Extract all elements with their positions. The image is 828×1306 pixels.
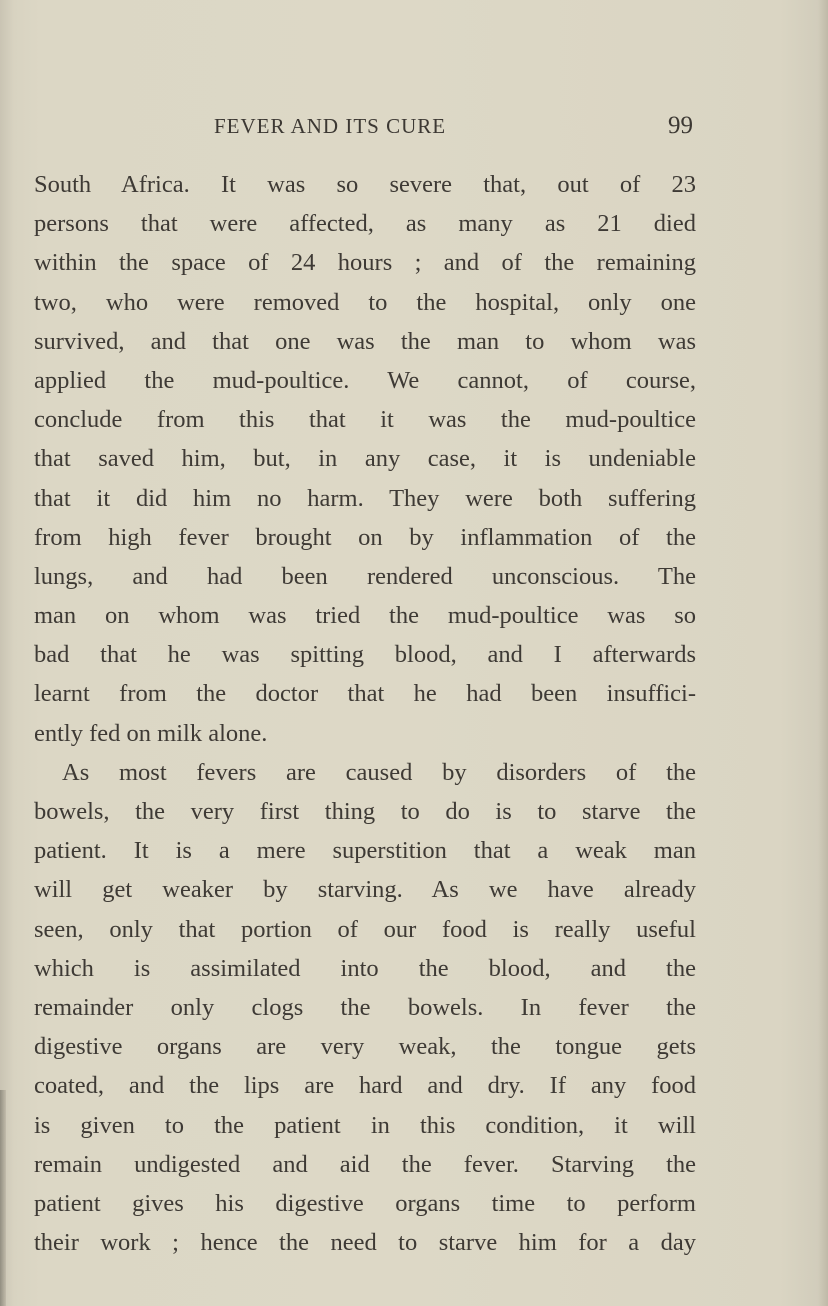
text-line: ently fed on milk alone. — [34, 719, 268, 747]
text-line: remainder only clogs the bowels. In fever the — [34, 993, 696, 1021]
page-edge-shadow — [818, 0, 828, 1306]
text-line: man on whom was tried the mud-poultice was so — [34, 602, 696, 630]
paragraph-2 — [34, 753, 696, 1262]
text-line: learnt from the doctor that he had been insuffici- — [34, 680, 696, 708]
text-line: applied the mud-poultice. We cannot, of course, — [34, 366, 696, 394]
text-line: bad that he was spitting blood, and I afterwards — [34, 641, 696, 669]
running-title: FEVER AND ITS CURE — [214, 114, 447, 138]
text-line: As most fevers are caused by disorders of the — [62, 758, 696, 786]
paragraph-1 — [34, 165, 696, 753]
text-line: within the space of 24 hours ; and of the remaining — [34, 249, 696, 277]
text-line: South Africa. It was so severe that, out of 23 — [34, 171, 696, 198]
text-line: coated, and the lips are hard and dry. If any food — [34, 1072, 696, 1100]
text-line: is given to the patient in this condition, it will — [34, 1111, 696, 1139]
text-line: bowels, the very first thing to do is to starve the — [34, 798, 696, 825]
text-line: persons that were affected, as many as 21 died — [34, 210, 696, 238]
body-text — [34, 165, 696, 1262]
text-line: will get weaker by starving. As we have already — [34, 876, 696, 904]
text-line: which is assimilated into the blood, and the — [34, 954, 696, 982]
text-line: lungs, and had been rendered unconscious. The — [34, 562, 696, 590]
binding-edge — [0, 1090, 6, 1306]
page-number: 99 — [668, 112, 693, 139]
page-header — [0, 112, 828, 148]
text-line: survived, and that one was the man to whom was — [34, 327, 696, 355]
text-line: remain undigested and aid the fever. Starving the — [34, 1150, 696, 1178]
text-line: from high fever brought on by inflammation of the — [34, 523, 696, 551]
text-line: that saved him, but, in any case, it is undeniable — [34, 445, 696, 473]
text-line: digestive organs are very weak, the tongue gets — [34, 1033, 696, 1061]
text-line: two, who were removed to the hospital, only one — [34, 288, 696, 316]
text-line: that it did him no harm. They were both suffering — [34, 484, 696, 512]
text-line: their work ; hence the need to starve him for a day — [34, 1229, 696, 1257]
text-line: conclude from this that it was the mud-poultice — [34, 406, 696, 434]
text-line: seen, only that portion of our food is really useful — [34, 915, 696, 943]
text-line: patient. It is a mere superstition that a weak man — [34, 837, 696, 865]
text-line: patient gives his digestive organs time to perform — [34, 1189, 696, 1217]
